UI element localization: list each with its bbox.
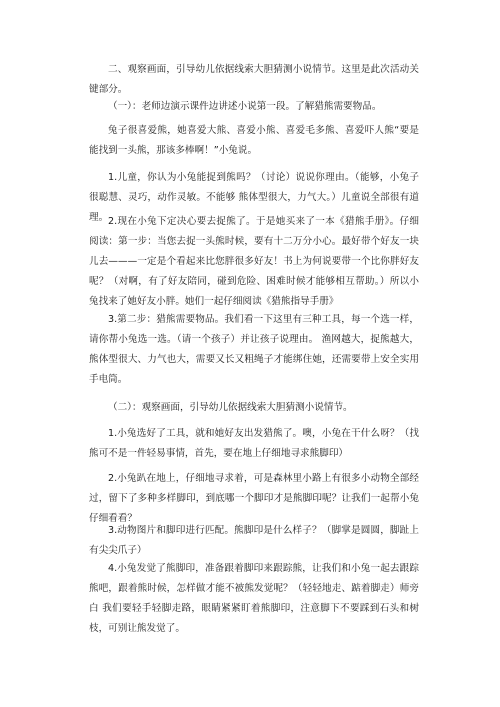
paragraph-step-4: 4.小兔发觉了熊脚印，准备跟着脚印来跟踪熊，让我们和小兔一起去跟踪熊吧，跟着熊时候，怎样做才能不被熊发觉呢？（轻轻地走、踮着脚走）师旁白 我们要轻手轻脚走路，眼睛紧紧盯着熊脚印，注意脚下不要踩到石头和树枝，可别让熊发觉了。 [89, 563, 419, 634]
paragraph-question-3: 3.第二步：猎熊需要物品。我们看一下这里有三种工具，每一个选一样，请你帮小兔选一选。（请一个孩子）并让孩子说理由。 渔网越大，捉熊越大，熊体型很大、力气也大，需要又长又粗绳子才能绑住她，还需要带上安全实用手电筒。 [89, 314, 419, 385]
paragraph-step-3: 3.动物图片和脚印进行匹配。熊脚印是什么样子？（脚掌是圆圆，脚趾上有尖尖爪子） [89, 525, 419, 556]
paragraph-rabbit-loves-bears: 兔子很喜爱熊，她喜爱大熊、喜爱小熊、喜爱毛多熊、喜爱吓人熊“要是能找到一头熊，那该多棒啊！”小兔说。 [89, 125, 419, 156]
paragraph-step-2: 2.小兔趴在地上，仔细地寻求着，可是森林里小路上有很多小动物全部经过，留下了多种多样脚印，到底哪一个脚印才是熊脚印呢？让我们一起帮小兔仔细看看？ [89, 473, 419, 524]
paragraph-question-2: 2.现在小兔下定决心要去捉熊了。于是她买来了一本《猎熊手册》。仔细阅读：第一步：当您去捉一头熊时候，要有十二万分小心。最好带个好友一块儿去———一定是个看起来比您胖很多好友！书上为何说要带一个比你胖好友呢？（对啊，有了好友陪同，碰到危险、困难时候才能够相互帮助。）所以小兔找来了她好友小胖。她们一起仔细阅读《猎熊指导手册》 [89, 216, 419, 307]
paragraph-step-1: 1.小兔选好了工具，就和她好友出发猎熊了。噢，小兔在干什么呀？（找熊可不是一件轻易事情，首先，要在地上仔细地寻求熊脚印） [89, 428, 419, 459]
paragraph-question-1: 1.儿童，你认为小兔能捉到熊吗？（讨论）说说你理由。（能够，小兔子很聪慧、灵巧，动作灵敏。不能够 熊体型很大，力气大。）儿童说全部很有道理。 [89, 172, 419, 223]
subsection-two-intro: （二）：观察画面，引导幼儿依据线索大胆猜测小说情节。 [108, 402, 353, 413]
subsection-one-intro: （一）：老师边演示课件边讲述小说第一段。了解猎熊需要物品。 [108, 101, 382, 112]
section-heading-observe: 二、观察画面，引导幼儿依据线索大胆猜测小说情节。这里是此次活动关键部分。 [89, 64, 419, 95]
